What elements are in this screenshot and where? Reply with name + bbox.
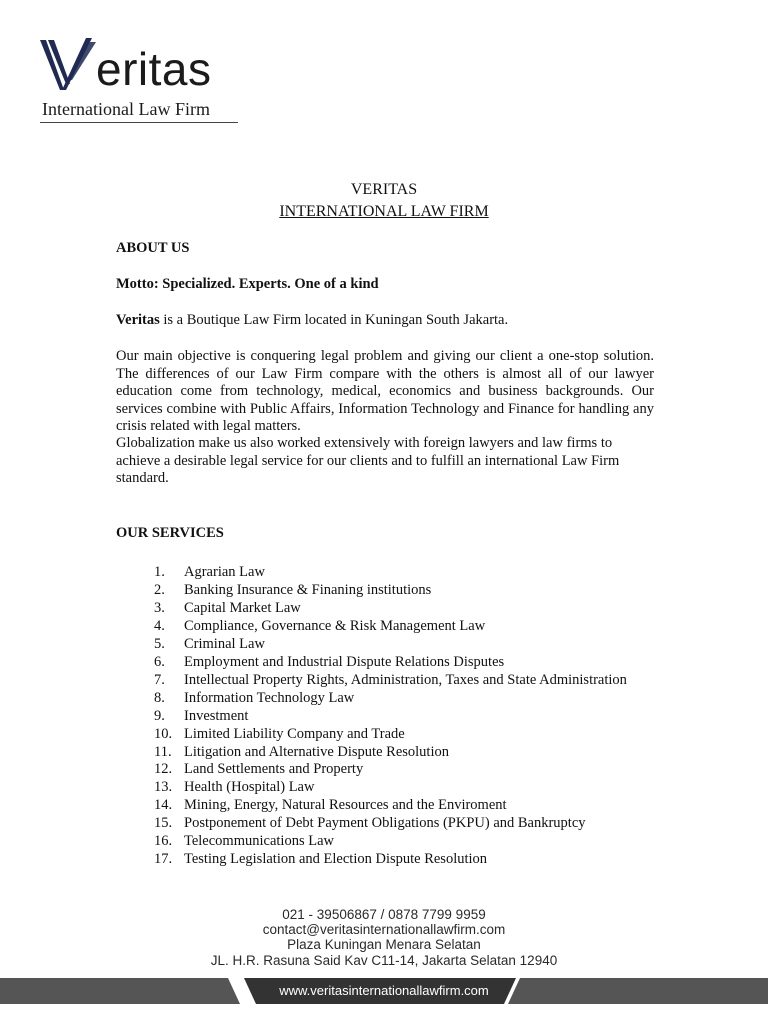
services-list — [154, 564, 654, 869]
footer-building: Plaza Kuningan Menara Selatan — [287, 937, 481, 952]
logo-subtitle: International Law Firm — [42, 99, 210, 119]
service-item — [154, 761, 654, 779]
service-text: Litigation and Alternative Dispute Resolution — [184, 743, 449, 760]
service-text: Agrarian Law — [184, 564, 265, 580]
service-number: 12. — [154, 761, 173, 778]
service-item — [154, 690, 654, 708]
intro-text: is a Boutique Law Firm located in Kuningan South Jakarta. — [159, 312, 509, 328]
services-heading: OUR SERVICES — [116, 525, 224, 541]
globalization-paragraph: Globalization make us also worked extensively with foreign lawyers and law firms to achieve a desirable legal service for our clients and to fulfill an international Law Firm standard. — [116, 435, 620, 486]
service-item — [154, 600, 654, 618]
about-heading: ABOUT US — [116, 240, 190, 256]
logo-wordmark: eritas — [96, 43, 212, 95]
service-text: Banking Insurance & Finaning institutions — [184, 581, 432, 598]
service-item — [154, 744, 654, 762]
service-item — [154, 636, 654, 654]
service-text: Compliance, Governance & Risk Management Law — [184, 617, 486, 634]
service-text: Health (Hospital) Law — [184, 779, 315, 796]
service-text: Criminal Law — [184, 635, 265, 652]
service-number: 11. — [154, 743, 172, 760]
service-item — [154, 654, 654, 672]
service-text: Postponement of Debt Payment Obligations (PKPU) and Bankruptcy — [184, 815, 586, 832]
service-number: 9. — [154, 707, 165, 724]
service-item — [154, 618, 654, 636]
service-number: 14. — [154, 797, 173, 814]
firm-logo — [38, 36, 242, 126]
service-number: 15. — [154, 815, 173, 832]
footer-phone: 021 - 39506867 / 0878 7799 9959 — [282, 907, 486, 922]
service-text: Investment — [184, 707, 249, 724]
footer-band — [0, 978, 768, 1004]
service-item — [154, 833, 654, 851]
service-number: 16. — [154, 833, 173, 850]
intro-paragraph — [116, 312, 654, 330]
service-item — [154, 582, 654, 600]
service-number: 17. — [154, 851, 173, 868]
veritas-v-logo-icon — [38, 36, 102, 94]
service-number: 2. — [154, 581, 165, 598]
service-item — [154, 797, 654, 815]
service-item — [154, 851, 654, 869]
footer-email: contact@veritasinternationallawfirm.com — [262, 922, 506, 937]
service-text: Intellectual Property Rights, Administration, Taxes and State Administration — [184, 671, 627, 688]
document-title: VERITAS — [350, 181, 418, 198]
motto-text: Motto: Specialized. Experts. One of a kind — [116, 276, 379, 292]
service-text: Information Technology Law — [184, 689, 355, 706]
service-text: Employment and Industrial Dispute Relations Disputes — [184, 653, 505, 670]
service-item — [154, 564, 654, 582]
service-number: 6. — [154, 653, 165, 670]
footer-website: www.veritasinternationallawfirm.com — [279, 983, 489, 998]
service-text: Telecommunications Law — [184, 833, 334, 850]
service-number: 4. — [154, 617, 165, 634]
document-subtitle: INTERNATIONAL LAW FIRM — [279, 203, 489, 220]
service-item — [154, 672, 654, 690]
service-text: Limited Liability Company and Trade — [184, 725, 405, 742]
objective-paragraph: Our main objective is conquering legal problem and giving our client a one-stop solution. The differences of our Law Firm compare with the others is almost all of our lawyer education come from technology, medical, economics and business backgrounds. Our services combine with Public Affairs, Information Technology and Finance for handling any crisis related with legal matters. — [116, 348, 654, 434]
service-item — [154, 726, 654, 744]
service-number: 7. — [154, 671, 165, 688]
footer-address: JL. H.R. Rasuna Said Kav C11-14, Jakarta Selatan 12940 — [210, 953, 558, 968]
logo-divider — [40, 122, 238, 123]
service-number: 1. — [154, 564, 165, 580]
service-number: 5. — [154, 635, 165, 652]
service-text: Testing Legislation and Election Dispute Resolution — [184, 851, 488, 868]
service-number: 3. — [154, 599, 165, 616]
intro-firm-name: Veritas — [116, 312, 160, 328]
service-number: 13. — [154, 779, 173, 796]
service-item — [154, 815, 654, 833]
service-text: Capital Market Law — [184, 599, 301, 616]
service-number: 8. — [154, 689, 165, 706]
service-text: Land Settlements and Property — [184, 761, 364, 778]
service-text: Mining, Energy, Natural Resources and the Enviroment — [184, 797, 507, 814]
service-number: 10. — [154, 725, 173, 742]
service-item — [154, 779, 654, 797]
service-item — [154, 708, 654, 726]
